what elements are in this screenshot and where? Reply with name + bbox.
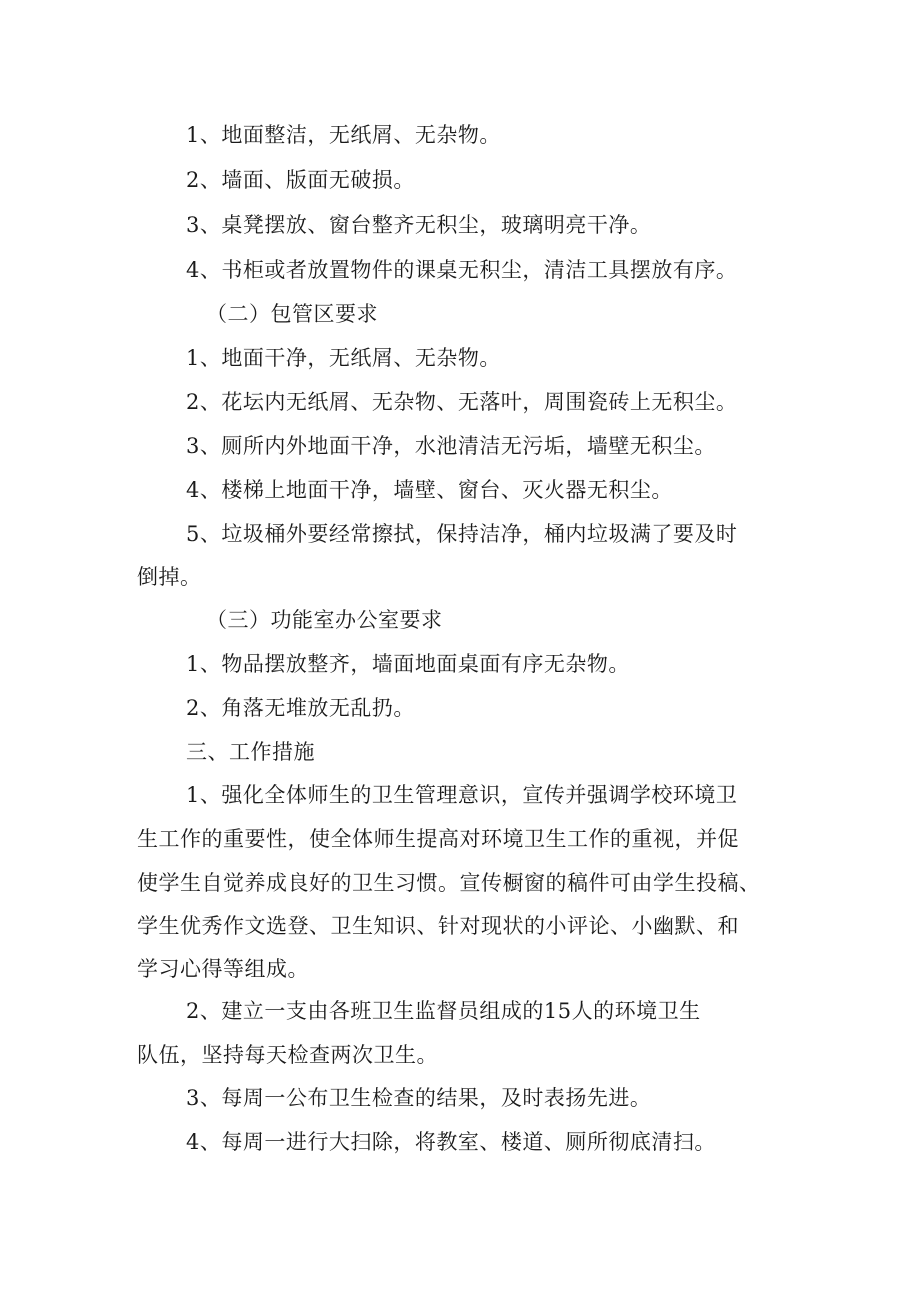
zone-item-1: 1、地面干净，无纸屑、无杂物。	[186, 346, 501, 370]
section-3-heading: 三、工作措施	[186, 740, 315, 764]
measure-1-line-2: 生工作的重要性，使全体师生提高对环境卫生工作的重视，并促	[137, 827, 739, 851]
office-item-1: 1、物品摆放整齐，墙面地面桌面有序无杂物。	[186, 652, 630, 676]
zone-item-5-line-2: 倒掉。	[137, 565, 202, 589]
classroom-item-2: 2、墙面、版面无破损。	[186, 168, 415, 192]
measure-3: 3、每周一公布卫生检查的结果，及时表扬先进。	[186, 1086, 652, 1110]
measure-1-line-1: 1、强化全体师生的卫生管理意识，宣传并强调学校环境卫	[186, 783, 738, 807]
office-heading: （三）功能室办公室要求	[206, 608, 443, 632]
classroom-item-4: 4、书柜或者放置物件的课桌无积尘，清洁工具摆放有序。	[186, 258, 738, 282]
measure-2-line-1: 2、建立一支由各班卫生监督员组成的15人的环境卫生	[186, 999, 701, 1023]
classroom-item-1: 1、地面整洁，无纸屑、无杂物。	[186, 123, 501, 147]
office-item-2: 2、角落无堆放无乱扔。	[186, 696, 415, 720]
zone-item-3: 3、厕所内外地面干净，水池清洁无污垢，墙壁无积尘。	[186, 434, 716, 458]
zone-item-5-line-1: 5、垃圾桶外要经常擦拭，保持洁净，桶内垃圾满了要及时	[186, 522, 738, 546]
measure-1-line-4: 学生优秀作文选登、卫生知识、针对现状的小评论、小幽默、和	[137, 914, 739, 938]
measure-2-line-2: 队伍，坚持每天检查两次卫生。	[137, 1043, 438, 1067]
zone-item-4: 4、楼梯上地面干净，墙壁、窗台、灭火器无积尘。	[186, 478, 673, 502]
measure-4: 4、每周一进行大扫除，将教室、楼道、厕所彻底清扫。	[186, 1130, 716, 1154]
measure-1-line-5: 学习心得等组成。	[137, 957, 309, 981]
classroom-item-3: 3、桌凳摆放、窗台整齐无积尘，玻璃明亮干净。	[186, 213, 652, 237]
zone-item-2: 2、花坛内无纸屑、无杂物、无落叶，周围瓷砖上无积尘。	[186, 390, 738, 414]
zone-heading: （二）包管区要求	[206, 302, 378, 326]
measure-1-line-3: 使学生自觉养成良好的卫生习惯。宣传橱窗的稿件可由学生投稿、	[137, 871, 761, 895]
